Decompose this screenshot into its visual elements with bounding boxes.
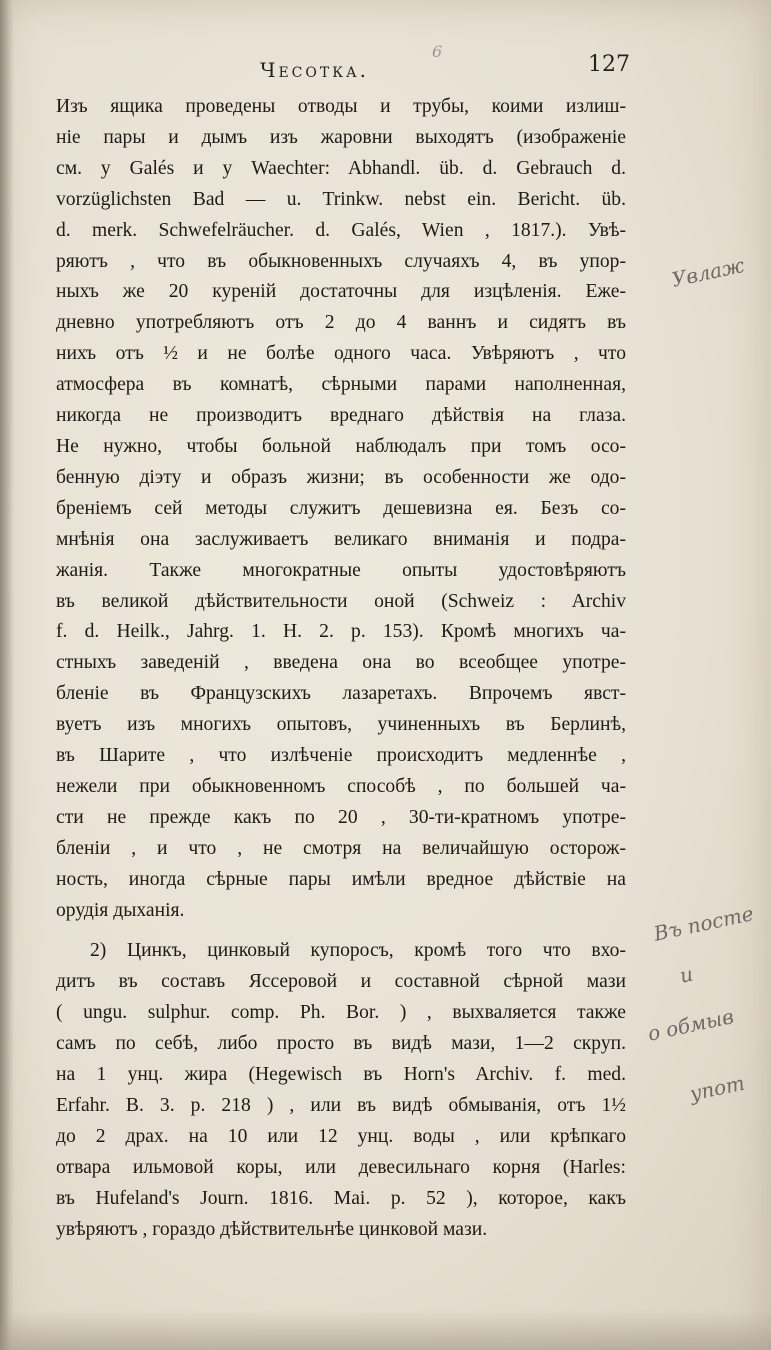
margin-note: упот [687,1070,747,1106]
text-line: увѣряютъ , гораздо дѣйствительнѣе цинковой мази. [56,1218,488,1240]
text-line: въ Шарите , что излѣченіе происходитъ медленнѣе , [56,745,626,767]
text-line: бенную діэту и образъ жизни; въ особенности же одо- [56,466,626,488]
text-line: бленіи , и что , не смотря на величайшую осторож- [56,837,626,859]
text-line: ( ungu. sulphur. comp. Ph. Bor. ) , выхваляется также [56,1002,626,1024]
paragraph-2 [56,936,626,1245]
text-line: атмосфера въ комнатѣ, сѣрными парами наполненная, [56,374,626,396]
text-line: Erfahr. B. 3. p. 218 ) , или въ видѣ обмыванія, отъ 1½ [56,1095,626,1116]
text-line: нежели при обыкновенномъ способѣ , по большей ча- [56,775,626,797]
text-line: f. d. Heilk., Jahrg. 1. H. 2. p. 153). Кромѣ многихъ ча- [56,621,626,643]
text-line: см. у Galés и у Waechter: Abhandl. üb. d. Gebrauch d. [56,157,626,179]
text-line: ряютъ , что въ обыкновенныхъ случаяхъ 4, въ упор- [56,250,626,272]
margin-note: Увлаж [669,252,747,292]
text-line: Изъ ящика проведены отводы и трубы, коими излиш- [56,96,626,117]
text-line: самъ по себѣ, либо просто въ видѣ мази, 1—2 скруп. [56,1033,626,1055]
text-line: до 2 драх. на 10 или 12 унц. воды , или крѣпкаго [56,1125,626,1147]
text-line: Не нужно, чтобы больной наблюдалъ при томъ осо- [56,435,626,457]
margin-note: и [677,961,696,988]
text-line: бленіе въ Французскихъ лазаретахъ. Впрочемъ явст- [56,683,626,705]
text-line: дитъ въ составъ Яссеровой и составной сѣрной мази [56,971,626,993]
margin-note: Въ посте [651,901,756,946]
text-line: ность, иногда сѣрные пары имѣли вредное дѣйствіе на [56,868,626,890]
page-gutter-shadow [0,0,14,1350]
text-line: вуетъ изъ многихъ опытовъ, учиненныхъ въ Берлинѣ, [56,714,626,736]
text-line: ныхъ же 20 куреній достаточны для изцѣленія. Еже- [56,281,626,303]
text-line: жанія. Также многократные опыты удостовѣряютъ [56,559,626,581]
pencil-mark: 6 [432,42,443,61]
text-line: бреніемъ сей методы служитъ дешевизна ея. Безъ со- [56,497,626,519]
text-line: въ великой дѣйствительности оной (Schweiz : Archiv [56,590,626,612]
page-number: 127 [588,52,630,77]
page-bottom-shade [0,1310,771,1350]
text-line: ніе пары и дымъ изъ жаровни выходятъ (изображеніе [56,126,626,148]
body-text [56,92,626,1246]
paragraph-1 [56,92,626,926]
text-line: стныхъ заведеній , введена она во всеобщее употре- [56,652,626,674]
margin-note: о обмыв [645,1004,736,1046]
text-line: орудія дыханія. [56,899,185,921]
text-line: отвара ильмовой коры, или девесильнаго корня (Harles: [56,1156,626,1178]
text-line: сти не прежде какъ по 20 , 30-ти-кратномъ употре- [56,806,626,828]
text-line: мнѣнія она заслуживаетъ великаго вниманія и подра- [56,528,626,550]
text-line: vorzüglichsten Bad — u. Trinkw. nebst ein. Bericht. üb. [56,188,626,210]
text-line: 2) Цинкъ, цинковый купоросъ, кромѣ того что вхо- [90,940,626,962]
text-line: на 1 унц. жира (Hegewisch въ Horn's Archiv. f. med. [56,1064,626,1086]
text-line: дневно употребляютъ отъ 2 до 4 ваннъ и сидятъ въ [56,312,626,334]
text-line: нихъ отъ ½ и не болѣе одного часа. Увѣряютъ , что [56,343,626,365]
text-line: d. merk. Schwefelräucher. d. Galés, Wien , 1817.). Увѣ- [56,219,626,241]
text-line: въ Hufeland's Journ. 1816. Mai. p. 52 ), которое, какъ [56,1187,626,1209]
page-header [0,42,771,92]
text-line: никогда не производитъ вреднаго дѣйствія на глаза. [56,405,626,427]
running-title: Чесотка. [260,58,370,82]
